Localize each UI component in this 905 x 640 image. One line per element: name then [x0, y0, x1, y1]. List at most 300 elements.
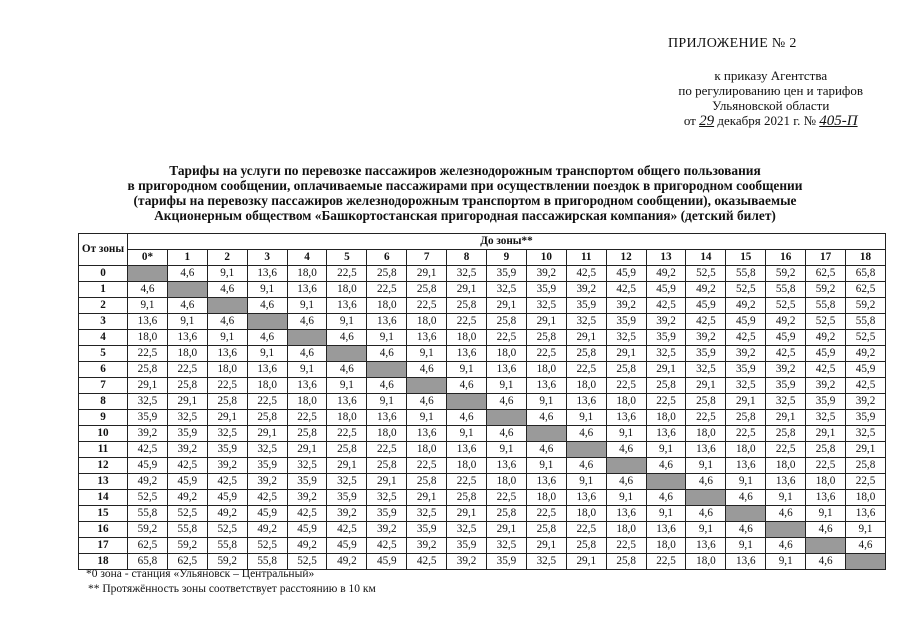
tariff-cell: 18,0 — [247, 378, 287, 394]
tariff-cell: 25,8 — [646, 378, 686, 394]
tariff-cell-diagonal — [806, 538, 846, 554]
tariff-cell: 35,9 — [526, 282, 566, 298]
table-row — [79, 474, 886, 490]
tariff-cell: 22,5 — [526, 346, 566, 362]
row-zone-label: 14 — [79, 490, 128, 506]
tariff-cell: 13,6 — [646, 426, 686, 442]
zone-header-14: 14 — [686, 250, 726, 266]
tariff-cell-adjacent: 4,6 — [207, 314, 247, 330]
tariff-cell: 13,6 — [806, 490, 846, 506]
tariff-cell: 59,2 — [806, 282, 846, 298]
tariff-cell: 22,5 — [846, 474, 886, 490]
tariff-cell: 29,1 — [487, 298, 527, 314]
tariff-cell-adjacent: 4,6 — [287, 314, 327, 330]
tariff-cell: 59,2 — [167, 538, 207, 554]
tariff-cell: 18,0 — [686, 554, 726, 570]
tariff-cell: 42,5 — [766, 346, 806, 362]
tariff-cell-adjacent: 4,6 — [606, 474, 646, 490]
zone-header-3: 3 — [247, 250, 287, 266]
table-row — [79, 426, 886, 442]
tariff-cell: 49,2 — [646, 266, 686, 282]
tariff-cell: 52,5 — [726, 282, 766, 298]
tariff-cell: 13,6 — [367, 410, 407, 426]
title-line-2: в пригородном сообщении, оплачиваемые пассажирами при осуществлении поездок в пригородном сообщении — [127, 178, 803, 193]
tariff-cell: 13,6 — [726, 554, 766, 570]
tariff-cell: 18,0 — [407, 442, 447, 458]
tariff-cell: 22,5 — [407, 458, 447, 474]
tariff-cell: 22,5 — [646, 394, 686, 410]
document-title — [70, 163, 860, 223]
tariff-cell: 35,9 — [367, 506, 407, 522]
tariff-cell: 18,0 — [367, 298, 407, 314]
tariff-cell: 13,6 — [606, 410, 646, 426]
tariff-cell: 49,2 — [247, 522, 287, 538]
tariff-cell: 45,9 — [806, 346, 846, 362]
tariff-cell-diagonal — [526, 426, 566, 442]
tariff-cell: 9,1 — [367, 330, 407, 346]
tariff-cell: 18,0 — [287, 266, 327, 282]
zone-number-row — [79, 250, 886, 266]
tariff-cell-diagonal — [487, 410, 527, 426]
tariff-cell: 25,8 — [167, 378, 207, 394]
row-zone-label: 5 — [79, 346, 128, 362]
row-zone-label: 10 — [79, 426, 128, 442]
tariff-cell: 35,9 — [766, 378, 806, 394]
order-line-2: по регулированию цен и тарифов — [678, 83, 863, 98]
tariff-cell: 9,1 — [686, 458, 726, 474]
tariff-cell: 22,5 — [407, 298, 447, 314]
tariff-cell: 62,5 — [846, 282, 886, 298]
tariff-cell: 39,2 — [526, 266, 566, 282]
tariff-cell-diagonal — [128, 266, 168, 282]
tariff-cell: 49,2 — [287, 538, 327, 554]
tariff-cell: 52,5 — [686, 266, 726, 282]
tariff-cell: 18,0 — [686, 426, 726, 442]
tariff-cell-adjacent: 4,6 — [726, 490, 766, 506]
tariff-cell: 22,5 — [766, 442, 806, 458]
tariff-cell: 9,1 — [327, 314, 367, 330]
tariff-cell: 59,2 — [846, 298, 886, 314]
tariff-cell-diagonal — [447, 394, 487, 410]
zone-header-10: 10 — [526, 250, 566, 266]
tariff-cell: 62,5 — [806, 266, 846, 282]
tariff-cell-adjacent: 4,6 — [407, 394, 447, 410]
tariff-cell: 32,5 — [367, 490, 407, 506]
tariff-cell-adjacent: 4,6 — [367, 346, 407, 362]
table-row — [79, 282, 886, 298]
tariff-cell: 29,1 — [407, 266, 447, 282]
tariff-cell: 25,8 — [487, 314, 527, 330]
tariff-cell: 32,5 — [526, 298, 566, 314]
tariff-cell-diagonal — [167, 282, 207, 298]
tariff-cell: 18,0 — [167, 346, 207, 362]
zone-header-6: 6 — [367, 250, 407, 266]
tariff-cell: 42,5 — [806, 362, 846, 378]
tariff-cell: 9,1 — [806, 506, 846, 522]
zone-header-18: 18 — [846, 250, 886, 266]
order-reference — [678, 68, 863, 129]
table-row — [79, 442, 886, 458]
tariff-cell: 49,2 — [766, 314, 806, 330]
table-row — [79, 522, 886, 538]
tariff-cell-adjacent: 4,6 — [407, 362, 447, 378]
tariff-cell: 13,6 — [327, 394, 367, 410]
tariff-cell: 22,5 — [247, 394, 287, 410]
tariff-cell: 22,5 — [526, 506, 566, 522]
tariff-cell: 39,2 — [247, 474, 287, 490]
tariff-cell: 52,5 — [207, 522, 247, 538]
tariff-cell: 62,5 — [128, 538, 168, 554]
table-row — [79, 378, 886, 394]
tariff-cell: 42,5 — [846, 378, 886, 394]
tariff-cell-adjacent: 4,6 — [766, 506, 806, 522]
tariff-cell: 35,9 — [646, 330, 686, 346]
tariff-cell: 39,2 — [407, 538, 447, 554]
row-zone-label: 9 — [79, 410, 128, 426]
tariff-cell: 13,6 — [846, 506, 886, 522]
tariff-cell: 55,8 — [726, 266, 766, 282]
tariff-cell: 25,8 — [487, 506, 527, 522]
tariff-cell: 13,6 — [487, 458, 527, 474]
tariff-cell-diagonal — [287, 330, 327, 346]
tariff-cell: 65,8 — [846, 266, 886, 282]
tariff-cell: 29,1 — [327, 458, 367, 474]
tariff-cell: 35,9 — [128, 410, 168, 426]
tariff-cell-adjacent: 4,6 — [327, 362, 367, 378]
tariff-cell: 18,0 — [646, 538, 686, 554]
tariff-cell: 32,5 — [766, 394, 806, 410]
tariff-cell: 13,6 — [487, 362, 527, 378]
tariff-cell: 9,1 — [207, 266, 247, 282]
row-zone-label: 1 — [79, 282, 128, 298]
tariff-cell: 9,1 — [766, 490, 806, 506]
tariff-cell-diagonal — [566, 442, 606, 458]
tariff-cell: 42,5 — [646, 298, 686, 314]
tariff-cell: 9,1 — [487, 442, 527, 458]
tariff-cell: 13,6 — [566, 490, 606, 506]
tariff-cell: 45,9 — [686, 298, 726, 314]
tariff-cell-adjacent: 4,6 — [367, 378, 407, 394]
zone-header-12: 12 — [606, 250, 646, 266]
tariff-cell: 25,8 — [407, 474, 447, 490]
tariff-cell: 29,1 — [846, 442, 886, 458]
tariff-cell: 13,6 — [207, 346, 247, 362]
tariff-cell: 32,5 — [487, 282, 527, 298]
title-line-3: (тарифы на перевозку пассажиров железнодорожным транспортом в пригородном сообщении), оказываемые — [133, 193, 797, 208]
tariff-cell: 32,5 — [407, 506, 447, 522]
tariff-cell: 39,2 — [726, 346, 766, 362]
tariff-cell: 29,1 — [128, 378, 168, 394]
tariff-cell: 9,1 — [407, 346, 447, 362]
tariff-cell: 39,2 — [646, 314, 686, 330]
tariff-cell: 25,8 — [606, 362, 646, 378]
tariff-cell: 42,5 — [686, 314, 726, 330]
tariff-cell: 13,6 — [327, 298, 367, 314]
order-line-4 — [678, 113, 863, 129]
tariff-cell: 42,5 — [327, 522, 367, 538]
zone-header-9: 9 — [487, 250, 527, 266]
tariff-cell: 29,1 — [447, 506, 487, 522]
tariff-cell: 55,8 — [167, 522, 207, 538]
table-row — [79, 266, 886, 282]
order-day: 29 — [699, 113, 715, 129]
tariff-cell: 13,6 — [526, 474, 566, 490]
zone-header-0: 0* — [128, 250, 168, 266]
tariff-cell: 32,5 — [327, 474, 367, 490]
tariff-cell: 29,1 — [566, 554, 606, 570]
tariff-cell: 18,0 — [447, 458, 487, 474]
tariff-cell: 18,0 — [566, 378, 606, 394]
row-zone-label: 13 — [79, 474, 128, 490]
tariff-cell: 22,5 — [287, 410, 327, 426]
tariff-cell: 13,6 — [247, 362, 287, 378]
tariff-cell: 32,5 — [606, 330, 646, 346]
row-zone-label: 12 — [79, 458, 128, 474]
tariff-cell: 29,1 — [806, 426, 846, 442]
row-zone-label: 0 — [79, 266, 128, 282]
tariff-cell: 13,6 — [407, 330, 447, 346]
tariff-cell: 22,5 — [447, 474, 487, 490]
table-row — [79, 506, 886, 522]
tariff-cell: 55,8 — [846, 314, 886, 330]
tariff-cell: 35,9 — [407, 522, 447, 538]
tariff-cell: 55,8 — [247, 554, 287, 570]
tariff-cell: 55,8 — [766, 282, 806, 298]
tariff-cell: 22,5 — [167, 362, 207, 378]
tariff-cell: 22,5 — [646, 554, 686, 570]
tariff-table — [78, 233, 886, 570]
tariff-cell-adjacent: 4,6 — [686, 506, 726, 522]
tariff-cell-adjacent: 4,6 — [247, 330, 287, 346]
tariff-cell-diagonal — [327, 346, 367, 362]
tariff-cell: 18,0 — [526, 490, 566, 506]
tariff-cell: 32,5 — [247, 442, 287, 458]
tariff-cell: 22,5 — [806, 458, 846, 474]
tariff-cell: 32,5 — [846, 426, 886, 442]
tariff-cell: 49,2 — [128, 474, 168, 490]
tariff-cell: 62,5 — [167, 554, 207, 570]
tariff-cell: 29,1 — [686, 378, 726, 394]
tariff-cell: 18,0 — [726, 442, 766, 458]
tariff-cell-adjacent: 4,6 — [526, 410, 566, 426]
tariff-cell: 22,5 — [606, 378, 646, 394]
table-row — [79, 410, 886, 426]
tariff-cell: 18,0 — [766, 458, 806, 474]
tariff-cell: 42,5 — [287, 506, 327, 522]
tariff-cell: 45,9 — [646, 282, 686, 298]
tariff-cell: 29,1 — [566, 330, 606, 346]
tariff-cell: 35,9 — [167, 426, 207, 442]
tariff-cell-adjacent: 4,6 — [646, 490, 686, 506]
tariff-cell: 32,5 — [287, 458, 327, 474]
tariff-cell: 9,1 — [287, 362, 327, 378]
tariff-cell: 29,1 — [167, 394, 207, 410]
tariff-cell: 52,5 — [287, 554, 327, 570]
table-row — [79, 538, 886, 554]
order-line-3: Ульяновской области — [712, 98, 830, 113]
tariff-cell: 29,1 — [247, 426, 287, 442]
tariff-cell: 35,9 — [287, 474, 327, 490]
tariff-cell: 39,2 — [207, 458, 247, 474]
tariff-cell: 22,5 — [566, 522, 606, 538]
tariff-cell-adjacent: 4,6 — [566, 426, 606, 442]
tariff-cell: 9,1 — [447, 362, 487, 378]
tariff-cell: 45,9 — [846, 362, 886, 378]
tariff-cell: 25,8 — [806, 442, 846, 458]
tariff-cell: 45,9 — [167, 474, 207, 490]
tariff-cell: 25,8 — [447, 298, 487, 314]
tariff-cell: 25,8 — [327, 442, 367, 458]
row-zone-label: 11 — [79, 442, 128, 458]
tariff-cell: 35,9 — [846, 410, 886, 426]
tariff-cell: 52,5 — [128, 490, 168, 506]
tariff-cell: 18,0 — [287, 394, 327, 410]
tariff-cell-adjacent: 4,6 — [646, 458, 686, 474]
tariff-cell: 45,9 — [287, 522, 327, 538]
footnote-zone-0: *0 зона - станция «Ульяновск – Центральный» — [86, 568, 315, 580]
tariff-cell: 39,2 — [287, 490, 327, 506]
tariff-cell: 42,5 — [407, 554, 447, 570]
tariff-cell: 18,0 — [327, 282, 367, 298]
tariff-cell: 42,5 — [726, 330, 766, 346]
tariff-cell: 22,5 — [447, 314, 487, 330]
tariff-cell: 13,6 — [526, 378, 566, 394]
tariff-cell: 9,1 — [487, 378, 527, 394]
tariff-cell: 35,9 — [566, 298, 606, 314]
table-row — [79, 314, 886, 330]
tariff-cell: 9,1 — [566, 410, 606, 426]
tariff-cell: 65,8 — [128, 554, 168, 570]
tariff-cell-diagonal — [686, 490, 726, 506]
tariff-cell: 9,1 — [766, 554, 806, 570]
tariff-cell: 42,5 — [606, 282, 646, 298]
tariff-cell: 29,1 — [367, 474, 407, 490]
table-header-row — [79, 234, 886, 250]
tariff-cell-adjacent: 4,6 — [167, 266, 207, 282]
tariff-cell: 13,6 — [646, 522, 686, 538]
tariff-cell: 18,0 — [447, 330, 487, 346]
tariff-cell: 59,2 — [128, 522, 168, 538]
tariff-cell: 49,2 — [726, 298, 766, 314]
tariff-cell: 32,5 — [447, 266, 487, 282]
tariff-cell: 35,9 — [606, 314, 646, 330]
tariff-cell: 45,9 — [128, 458, 168, 474]
tariff-cell: 32,5 — [806, 410, 846, 426]
tariff-cell-adjacent: 4,6 — [128, 282, 168, 298]
tariff-cell: 13,6 — [367, 314, 407, 330]
tariff-cell: 9,1 — [247, 282, 287, 298]
tariff-cell: 9,1 — [167, 314, 207, 330]
tariff-cell: 42,5 — [167, 458, 207, 474]
zone-header-15: 15 — [726, 250, 766, 266]
tariff-cell: 13,6 — [128, 314, 168, 330]
zone-header-11: 11 — [566, 250, 606, 266]
tariff-cell: 9,1 — [566, 474, 606, 490]
tariff-cell: 18,0 — [806, 474, 846, 490]
table-row — [79, 394, 886, 410]
zone-header-5: 5 — [327, 250, 367, 266]
table-row — [79, 298, 886, 314]
tariff-cell: 9,1 — [726, 474, 766, 490]
tariff-cell: 42,5 — [128, 442, 168, 458]
zone-header-2: 2 — [207, 250, 247, 266]
tariff-cell: 25,8 — [407, 282, 447, 298]
from-zone-header: От зоны — [79, 234, 128, 266]
tariff-cell: 32,5 — [128, 394, 168, 410]
tariff-cell: 9,1 — [646, 506, 686, 522]
tariff-cell: 45,9 — [726, 314, 766, 330]
tariff-cell: 42,5 — [207, 474, 247, 490]
tariff-table-body — [79, 266, 886, 570]
tariff-cell: 32,5 — [167, 410, 207, 426]
tariff-cell: 22,5 — [726, 426, 766, 442]
row-zone-label: 4 — [79, 330, 128, 346]
tariff-cell: 35,9 — [806, 394, 846, 410]
tariff-cell: 59,2 — [766, 266, 806, 282]
tariff-cell: 39,2 — [327, 506, 367, 522]
tariff-cell: 32,5 — [566, 314, 606, 330]
tariff-cell: 35,9 — [247, 458, 287, 474]
tariff-cell: 39,2 — [367, 522, 407, 538]
row-zone-label: 18 — [79, 554, 128, 570]
tariff-cell: 25,8 — [287, 426, 327, 442]
tariff-cell: 35,9 — [487, 554, 527, 570]
tariff-cell: 22,5 — [487, 490, 527, 506]
tariff-cell: 18,0 — [566, 506, 606, 522]
zone-header-16: 16 — [766, 250, 806, 266]
tariff-cell-adjacent: 4,6 — [726, 522, 766, 538]
tariff-cell-diagonal — [726, 506, 766, 522]
tariff-cell: 52,5 — [766, 298, 806, 314]
tariff-cell: 49,2 — [207, 506, 247, 522]
tariff-cell: 45,9 — [327, 538, 367, 554]
tariff-cell: 22,5 — [487, 330, 527, 346]
table-row — [79, 458, 886, 474]
tariff-cell: 32,5 — [207, 426, 247, 442]
table-row — [79, 346, 886, 362]
tariff-cell: 29,1 — [526, 538, 566, 554]
tariff-cell: 32,5 — [726, 378, 766, 394]
tariff-cell: 45,9 — [367, 554, 407, 570]
tariff-cell: 39,2 — [128, 426, 168, 442]
row-zone-label: 15 — [79, 506, 128, 522]
tariff-cell: 25,8 — [566, 346, 606, 362]
tariff-cell: 32,5 — [686, 362, 726, 378]
tariff-cell: 25,8 — [846, 458, 886, 474]
tariff-cell: 29,1 — [726, 394, 766, 410]
tariff-cell-adjacent: 4,6 — [167, 298, 207, 314]
tariff-cell: 18,0 — [846, 490, 886, 506]
tariff-cell: 25,8 — [566, 538, 606, 554]
tariff-cell: 45,9 — [247, 506, 287, 522]
tariff-cell: 9,1 — [128, 298, 168, 314]
zone-header-8: 8 — [447, 250, 487, 266]
tariff-cell: 29,1 — [207, 410, 247, 426]
tariff-cell: 29,1 — [766, 410, 806, 426]
tariff-cell-adjacent: 4,6 — [207, 282, 247, 298]
tariff-cell: 13,6 — [766, 474, 806, 490]
tariff-cell: 13,6 — [726, 458, 766, 474]
tariff-cell-adjacent: 4,6 — [606, 442, 646, 458]
tariff-cell: 42,5 — [566, 266, 606, 282]
tariff-cell: 25,8 — [447, 490, 487, 506]
tariff-cell-diagonal — [606, 458, 646, 474]
tariff-cell: 18,0 — [407, 314, 447, 330]
tariff-cell: 22,5 — [128, 346, 168, 362]
tariff-cell: 22,5 — [367, 442, 407, 458]
zone-header-4: 4 — [287, 250, 327, 266]
tariff-cell: 9,1 — [606, 426, 646, 442]
